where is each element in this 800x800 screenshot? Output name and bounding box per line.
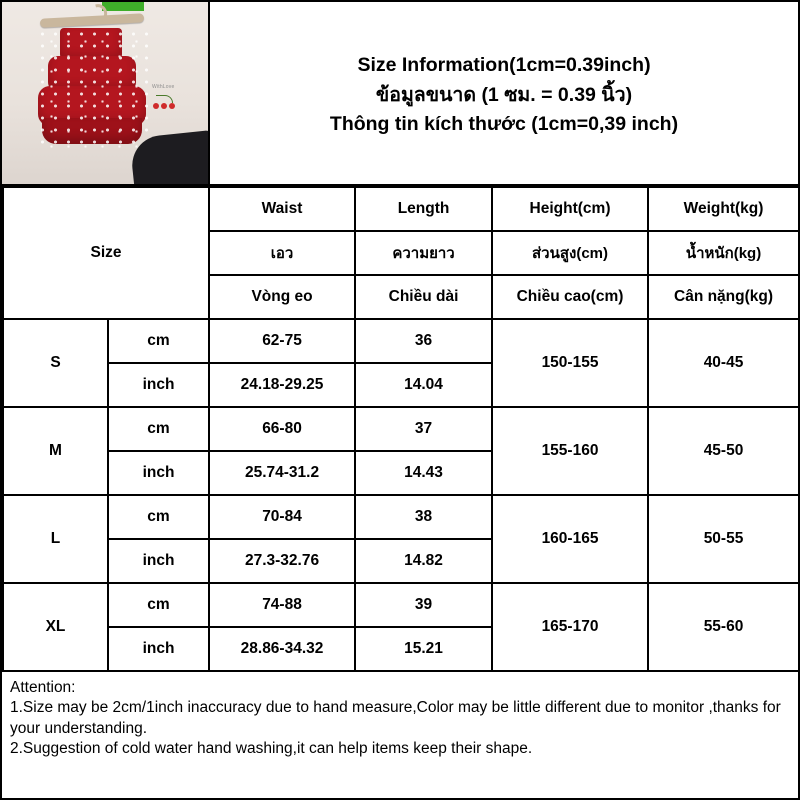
brand-label: WithLove [152, 84, 175, 90]
header-waist-vi: Vòng eo [209, 275, 355, 319]
unit-inch: inch [108, 539, 209, 583]
header-waist-th: เอว [209, 231, 355, 275]
m-weight: 45-50 [648, 407, 799, 495]
l-length-inch: 14.82 [355, 539, 492, 583]
row-size-m: M [3, 407, 108, 495]
title-block [210, 2, 798, 184]
l-waist-inch: 27.3-32.76 [209, 539, 355, 583]
l-waist-cm: 70-84 [209, 495, 355, 539]
header-weight-en: Weight(kg) [648, 187, 799, 231]
header-length-th: ความยาว [355, 231, 492, 275]
title-line-vi: Thông tin kích thước (1cm=0,39 inch) [329, 113, 679, 136]
attention-heading: Attention: [10, 679, 76, 696]
header-height-th: ส่วนสูง(cm) [492, 231, 648, 275]
xl-waist-inch: 28.86-34.32 [209, 627, 355, 671]
unit-inch: inch [108, 363, 209, 407]
l-weight: 50-55 [648, 495, 799, 583]
unit-inch: inch [108, 451, 209, 495]
header-height-vi: Chiều cao(cm) [492, 275, 648, 319]
s-height: 150-155 [492, 319, 648, 407]
table-row [3, 583, 799, 627]
attention-line-1: 1.Size may be 2cm/1inch inaccuracy due to hand measure,Color may be little different due to monitor ,thanks for your understanding. [10, 699, 781, 737]
header-length-en: Length [355, 187, 492, 231]
s-waist-cm: 62-75 [209, 319, 355, 363]
size-table [2, 186, 800, 672]
row-size-xl: XL [3, 583, 108, 671]
row-size-l: L [3, 495, 108, 583]
table-row [3, 495, 799, 539]
xl-length-cm: 39 [355, 583, 492, 627]
unit-inch: inch [108, 627, 209, 671]
header-size-label: Size [3, 187, 209, 319]
header-weight-th: น้ำหนัก(kg) [648, 231, 799, 275]
l-height: 160-165 [492, 495, 648, 583]
m-length-inch: 14.43 [355, 451, 492, 495]
s-length-cm: 36 [355, 319, 492, 363]
title-line-th: ข้อมูลขนาด (1 ซม. = 0.39 นิ้ว) [375, 83, 633, 106]
skirt-tier-4 [42, 118, 142, 144]
header-waist-en: Waist [209, 187, 355, 231]
s-weight: 40-45 [648, 319, 799, 407]
skirt-illustration [36, 28, 148, 148]
attention-line-2: 2.Suggestion of cold water hand washing,it can help items keep their shape. [10, 740, 533, 758]
m-waist-cm: 66-80 [209, 407, 355, 451]
l-length-cm: 38 [355, 495, 492, 539]
xl-length-inch: 15.21 [355, 627, 492, 671]
product-photo [2, 2, 210, 184]
header-weight-vi: Cân nặng(kg) [648, 275, 799, 319]
header-height-en: Height(cm) [492, 187, 648, 231]
unit-cm: cm [108, 407, 209, 451]
green-marker-icon [102, 2, 144, 11]
m-length-cm: 37 [355, 407, 492, 451]
xl-weight: 55-60 [648, 583, 799, 671]
attention-block [2, 672, 798, 760]
row-size-s: S [3, 319, 108, 407]
s-waist-inch: 24.18-29.25 [209, 363, 355, 407]
xl-height: 165-170 [492, 583, 648, 671]
m-waist-inch: 25.74-31.2 [209, 451, 355, 495]
title-line-en: Size Information(1cm=0.39inch) [357, 54, 651, 77]
s-length-inch: 14.04 [355, 363, 492, 407]
unit-cm: cm [108, 495, 209, 539]
m-height: 155-160 [492, 407, 648, 495]
table-row [3, 407, 799, 451]
header-length-vi: Chiều dài [355, 275, 492, 319]
cherry-icon [152, 95, 178, 109]
table-header-row-en [3, 187, 799, 231]
unit-cm: cm [108, 583, 209, 627]
header-area [2, 2, 798, 186]
unit-cm: cm [108, 319, 209, 363]
table-row [3, 319, 799, 363]
xl-waist-cm: 74-88 [209, 583, 355, 627]
